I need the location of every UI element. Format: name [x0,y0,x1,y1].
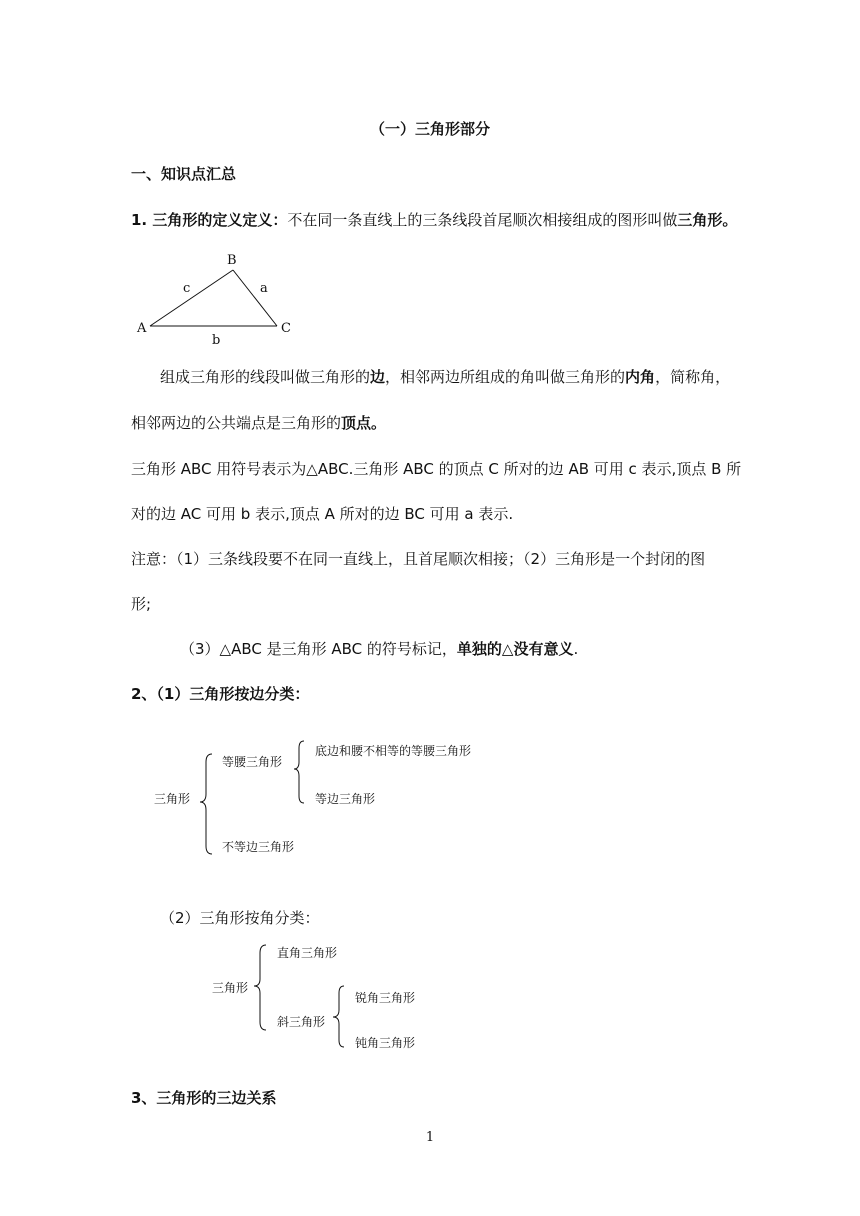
side-b-label: b [212,333,221,348]
page-number: 1 [425,1130,435,1145]
definition-label: 1. 三角形的定义定义： [131,211,288,229]
text-run: . [573,640,579,658]
text-run: ，简称角， [655,368,731,386]
text-run: 相邻两边的公共端点是三角形的 [131,414,342,432]
obtuse-triangle-label: 钝角三角形 [355,1036,416,1050]
isosceles-sub2-label: 等边三角形 [315,792,376,806]
term-vertex: 顶点。 [341,414,387,432]
definition-paragraph [131,209,737,230]
angles-root-label: 三角形 [212,981,249,995]
scalene-label: 不等边三角形 [222,840,295,854]
classify-by-sides-heading: 2、（1）三角形按边分类： [131,685,310,703]
acute-triangle-label: 锐角三角形 [355,991,416,1005]
sides-angles-paragraph-line1 [160,366,730,387]
emphasis-run: 单独的△没有意义 [456,640,574,658]
right-triangle-label: 直角三角形 [277,946,338,960]
notation-paragraph-line2: 对的边 AC 可用 b 表示,顶点 A 所对的边 BC 可用 a 表示. [131,505,514,523]
sides-brace-isosceles [292,738,308,808]
side-a-label: a [260,281,268,296]
text-run: 组成三角形的线段叫做三角形的 [160,368,371,386]
note-line2: 形; [131,595,152,613]
text-run: （3）△ABC 是三角形 ABC 的符号标记， [180,640,457,658]
triangle-abc-figure [130,245,310,350]
note-line3 [180,638,578,659]
sides-angles-paragraph-line2 [131,412,386,433]
sides-brace-main [198,750,218,860]
note-line1: 注意：（1）三条线段要不在同一直线上，且首尾顺次相接；（2）三角形是一个封闭的图 [131,550,706,568]
triangle-side-bc [233,270,277,326]
definition-term: 三角形。 [677,211,738,229]
term-side: 边 [370,368,386,386]
isosceles-sub1-label: 底边和腰不相等的等腰三角形 [315,744,472,758]
text-run: ，相邻两边所组成的角叫做三角形的 [385,368,626,386]
page-title: （一）三角形部分 [369,120,490,138]
vertex-b-label: B [227,253,237,268]
classify-by-angles-heading: （2）三角形按角分类： [160,909,320,927]
vertex-a-label: A [137,321,147,336]
notation-paragraph-line1: 三角形 ABC 用符号表示为△ABC.三角形 ABC 的顶点 C 所对的边 AB 可用 c 表示,顶点 B 所 [131,460,742,478]
term-interior-angle: 内角 [625,368,656,386]
oblique-triangle-label: 斜三角形 [277,1015,326,1029]
triangle-side-ab [150,270,233,326]
side-c-label: c [183,281,191,296]
vertex-c-label: C [281,321,291,336]
angles-brace-main [252,942,272,1036]
isosceles-label: 等腰三角形 [222,755,283,769]
sides-root-label: 三角形 [154,792,191,806]
triangle-side-relation-heading: 3、三角形的三边关系 [131,1089,277,1107]
angles-brace-oblique [331,983,349,1051]
definition-text: 不在同一条直线上的三条线段首尾顺次相接组成的图形叫做 [287,211,678,229]
section-heading-knowledge: 一、知识点汇总 [131,165,237,183]
